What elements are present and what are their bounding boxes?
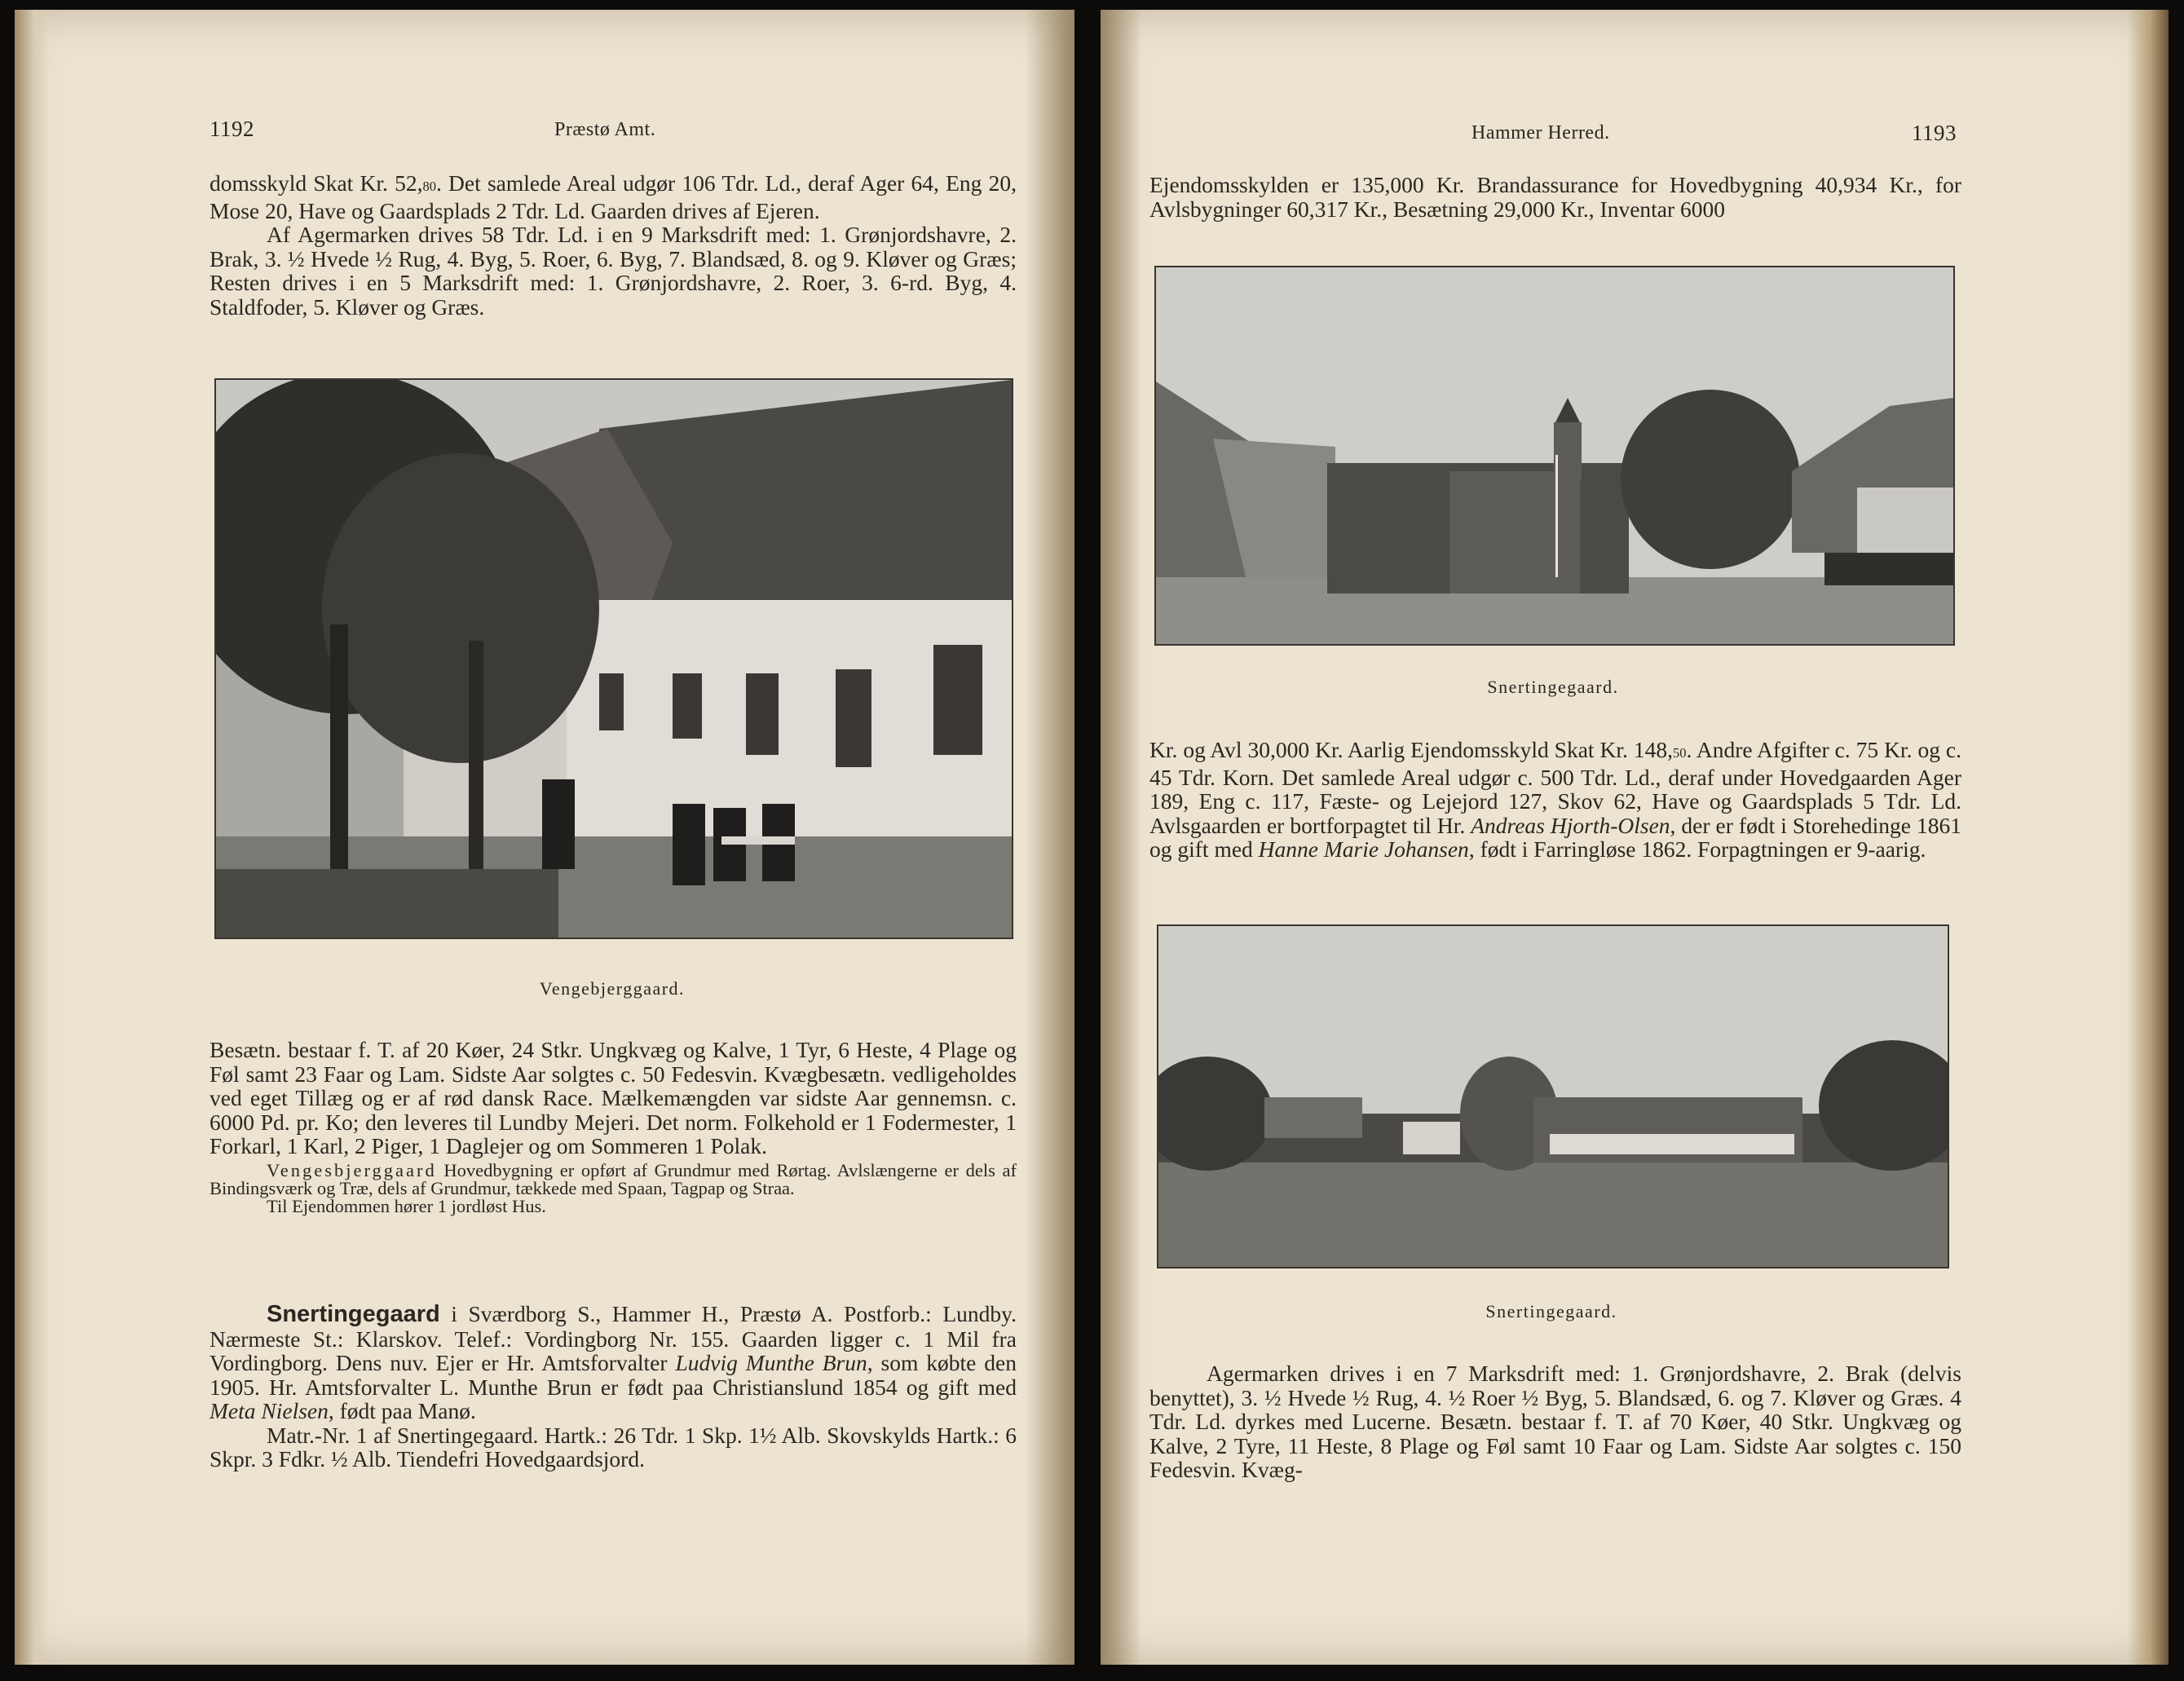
text-block-top bbox=[1149, 173, 1961, 221]
photo-caption: Vengebjerggaard. bbox=[539, 978, 686, 999]
paragraph: Besætn. bestaar f. T. af 20 Køer, 24 Stkr. Ungkvæg og Kalve, 1 Tyr, 6 Heste, 4 Plage og Føl samt 23 Faar og Lam. Sidste Aar solgtes c. 50 Fedesvin. Kvægbesætn. vedligeholdes ved eget Tillæg og er af rød dansk Race. Mælkemængden var sidste Aar gennemsn. c. 6000 Pd. pr. Ko; den leveres til Lundby Mejeri. Det norm. Folkehold er 1 Fodermester, 1 Forkarl, 1 Karl, 2 Piger, 1 Daglejer og om Sommeren 1 Polak. bbox=[210, 1037, 1017, 1158]
page-edge bbox=[15, 10, 47, 1665]
paragraph: Af Agermarken drives 58 Tdr. Ld. i en 9 Marksdrift med: 1. Grønjordshavre, 2. Brak, 3. ½ Hvede ½ Rug, 4. Byg, 5. Roer, 6. Byg, 7. Blandsæd, 8. og 9. Kløver og Græs; Resten drives i en 5 Marksdrift med: 1. Grønjordshavre, 2. Roer, 3. 6-rd. Byg, 4. Staldfoder, 5. Kløver og Græs. bbox=[210, 222, 1017, 320]
text-block-bottom bbox=[1149, 1361, 1961, 1482]
photo-caption: Snertingegaard. bbox=[1485, 1301, 1617, 1321]
page-number: 1193 bbox=[1912, 121, 1957, 145]
photo-vengebjerggaard bbox=[214, 378, 1013, 939]
paragraph: Snertingegaard i Sværdborg S., Hammer H., Præstø A. Postforb.: Lundby. Nærmeste St.: Klarskov. Telef.: Vordingborg Nr. 155. Gaarden ligger c. 1 Mil fra Vordingborg. Dens nuv. Ejer er Hr. Amtsforvalter Ludvig Munthe Brun, som købte den 1905. Hr. Amtsforvalter L. Munthe Brun er født paa Christianslund 1854 og gift med Meta Nielsen, født paa Manø. bbox=[210, 1301, 1017, 1423]
text-block-middle bbox=[210, 1038, 1017, 1216]
paragraph: Kr. og Avl 30,000 Kr. Aarlig Ejendomsskyld Skat Kr. 148,50. Andre Afgifter c. 75 Kr. og c. 45 Tdr. Korn. Det samlede Areal udgør c. 500 Tdr. Ld., deraf under Hovedgaarden Ager 189, Eng c. 117, Fæste- og Lejejord 127, Skov 62, Have og Gaardsplads 5 Tdr. Ld. Avlsgaarden er bortforpagtet til Hr. Andreas Hjorth-Olsen, der er født i Storehedinge 1861 og gift med Hanne Marie Johansen, født i Farringløse 1862. Forpagtningen er 9-aarig. bbox=[1149, 737, 1962, 862]
small-note: Vengesbjerggaard Hovedbygning er opført af Grundmur med Rørtag. Avlslængerne er dels af Bindingsværk og Træ, dels af Grundmur, tækkede med Spaan, Tagpap og Straa. bbox=[210, 1159, 1017, 1198]
photo-snertingegaard-field bbox=[1157, 924, 1949, 1268]
page-edge bbox=[2128, 10, 2169, 1665]
photo-caption: Snertingegaard. bbox=[1487, 677, 1619, 697]
text-block-middle bbox=[1149, 738, 1961, 862]
text-block-entry bbox=[210, 1302, 1017, 1471]
running-header: Præstø Amt. bbox=[554, 119, 656, 140]
paragraph: Matr.-Nr. 1 af Snertingegaard. Hartk.: 26 Tdr. 1 Skp. 1½ Alb. Skovskylds Hartk.: 6 Skpr. 3 Fdkr. ½ Alb. Tiendefri Hovedgaardsjord. bbox=[210, 1422, 1017, 1471]
paragraph: Ejendomsskylden er 135,000 Kr. Brandassurance for Hovedbygning 40,934 Kr., for Avlsbygninger 60,317 Kr., Besætning 29,000 Kr., Inventar 6000 bbox=[1149, 172, 1961, 222]
paragraph: Agermarken drives i en 7 Marksdrift med: 1. Grønjordshavre, 2. Brak (delvis benyttet), 3. ½ Hvede ½ Rug, 4. ½ Roer ½ Byg, 5. Blandsæd, 6. og 7. Kløver og Græs. 4 Tdr. Ld. dyrkes med Lucerne. Besætn. bestaar f. T. af 70 Køer, 40 Stkr. Ungkvæg og Kalve, 2 Tyre, 11 Heste, 8 Plage og Føl samt 10 Faar og Lam. Sidste Aar solgtes c. 150 Fedesvin. Kvæg- bbox=[1149, 1361, 1961, 1482]
book-gutter bbox=[1101, 10, 1141, 1665]
photo-snertingegaard-courtyard bbox=[1154, 266, 1955, 646]
small-note: Til Ejendommen hører 1 jordløst Hus. bbox=[267, 1195, 546, 1216]
book-gutter bbox=[1026, 10, 1074, 1665]
page-number: 1192 bbox=[210, 117, 254, 141]
running-header: Hammer Herred. bbox=[1471, 122, 1610, 143]
paragraph: domsskyld Skat Kr. 52,80. Det samlede Areal udgør 106 Tdr. Ld., deraf Ager 64, Eng 20, Mose 20, Have og Gaardsplads 2 Tdr. Ld. Gaarden drives af Ejeren. bbox=[210, 170, 1017, 223]
text-block-top bbox=[210, 171, 1017, 319]
